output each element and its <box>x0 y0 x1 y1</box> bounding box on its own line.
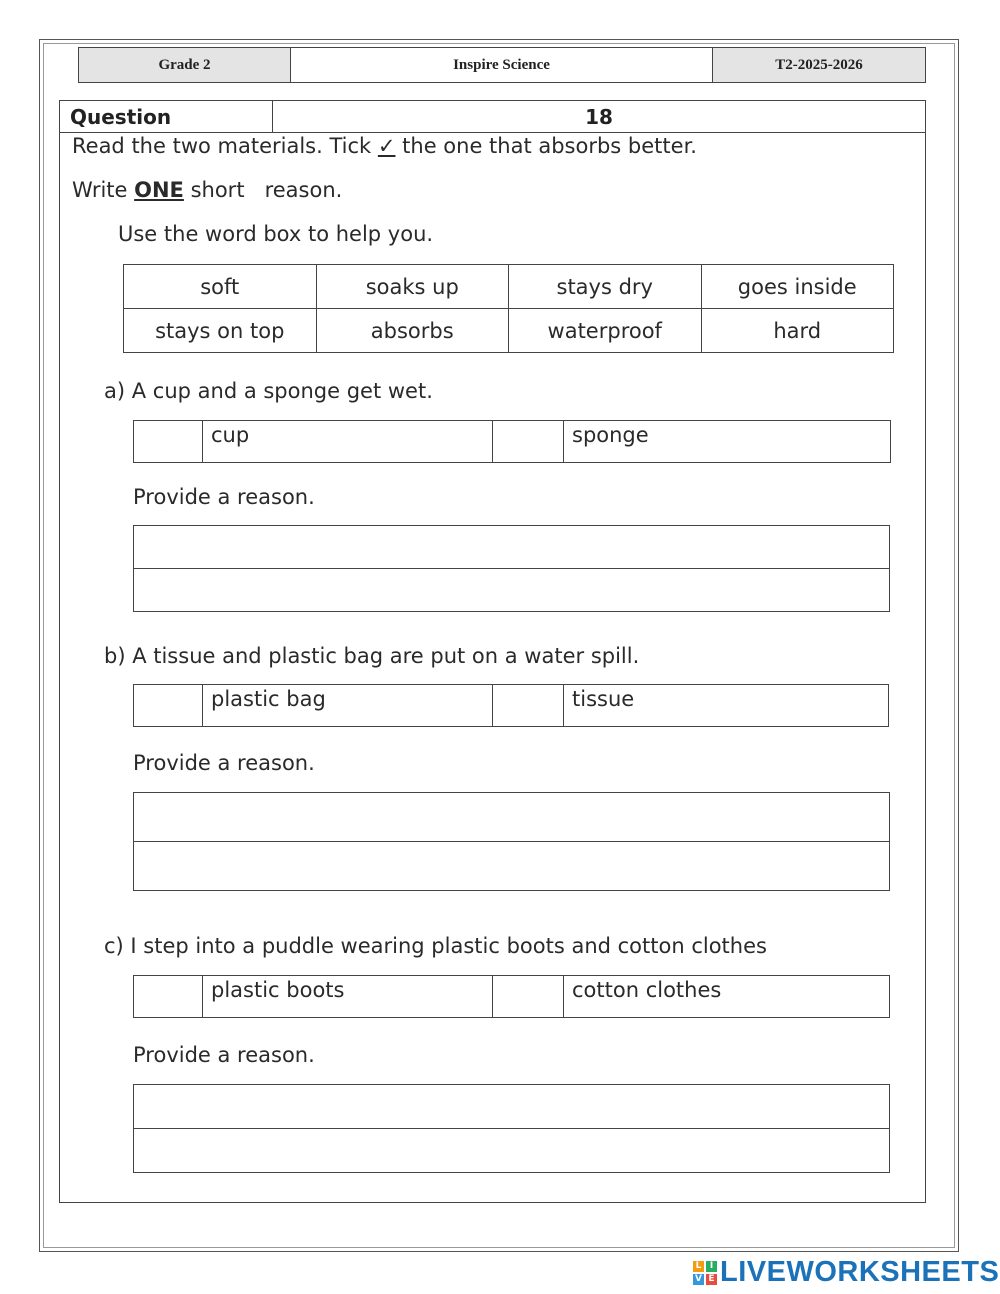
instruction-text: Write <box>72 178 135 202</box>
part-a-option-2: sponge <box>572 423 649 447</box>
part-c-tick-box-1[interactable] <box>134 976 203 1017</box>
part-b-tick-box-2[interactable] <box>493 685 564 726</box>
instruction-line-3: Use the word box to help you. <box>118 222 434 246</box>
header-term: T2-2025-2026 <box>713 48 925 82</box>
word-box <box>123 264 894 353</box>
part-a-reason-label: Provide a reason. <box>133 485 315 509</box>
part-c-reason-box <box>133 1084 890 1173</box>
question-number: 18 <box>585 104 613 129</box>
part-a-reason-box <box>133 525 890 612</box>
logo-icon-letter: I <box>706 1261 717 1272</box>
part-c-reason-line-1[interactable] <box>134 1085 889 1129</box>
word-box-cell: goes inside <box>701 265 894 309</box>
instruction-text: Read the two materials. Tick <box>72 134 378 158</box>
part-a-prompt: a) A cup and a sponge get wet. <box>104 379 433 403</box>
part-b-option-1: plastic bag <box>203 685 493 726</box>
instruction-line-1 <box>72 134 697 158</box>
word-box-cell: hard <box>701 309 894 353</box>
part-b-option-2: tissue <box>572 687 635 711</box>
part-c-reason-label: Provide a reason. <box>133 1043 315 1067</box>
word-box-cell: waterproof <box>509 309 702 353</box>
part-b-options <box>133 684 889 727</box>
part-c-tick-box-2[interactable] <box>493 976 564 1017</box>
logo-icon-letter: V <box>693 1274 704 1285</box>
part-a-tick-box-2[interactable] <box>493 421 564 462</box>
part-b-reason-line-2[interactable] <box>134 842 889 890</box>
instruction-text: short reason. <box>183 178 343 202</box>
word-box-cell: stays on top <box>124 309 317 353</box>
part-b-reason-line-1[interactable] <box>134 793 889 842</box>
instruction-text: the one that absorbs better. <box>395 134 697 158</box>
part-c-reason-line-2[interactable] <box>134 1129 889 1172</box>
part-b-prompt: b) A tissue and plastic bag are put on a water spill. <box>104 644 640 668</box>
part-b-tick-box-1[interactable] <box>134 685 203 726</box>
part-c-prompt: c) I step into a puddle wearing plastic boots and cotton clothes <box>104 934 767 958</box>
header-grade: Grade 2 <box>79 48 291 82</box>
tick-icon: ✓ <box>377 134 396 158</box>
logo-icon-letter: E <box>706 1274 717 1285</box>
part-c-option-1: plastic boots <box>203 976 493 1017</box>
question-row <box>60 101 925 133</box>
part-a-tick-box-1[interactable] <box>134 421 203 462</box>
word-box-row <box>124 265 894 309</box>
liveworksheets-wordmark: LIVEWORKSHEETS <box>720 1256 1000 1288</box>
part-a-options <box>133 420 891 463</box>
word-box-cell: soft <box>124 265 317 309</box>
instruction-line-2 <box>72 178 342 202</box>
part-a-option-1: cup <box>203 421 493 462</box>
header-subject: Inspire Science <box>291 48 713 82</box>
word-box-cell: absorbs <box>316 309 509 353</box>
logo-icon-letter: L <box>693 1261 704 1272</box>
liveworksheets-logo <box>693 1256 999 1289</box>
part-a-reason-line-2[interactable] <box>134 569 889 611</box>
question-label: Question <box>60 101 273 132</box>
part-c-option-2: cotton clothes <box>572 978 722 1002</box>
word-box-row <box>124 309 894 353</box>
part-c-options <box>133 975 890 1018</box>
part-b-reason-label: Provide a reason. <box>133 751 315 775</box>
liveworksheets-logo-icon <box>693 1261 717 1285</box>
worksheet-header <box>78 47 926 83</box>
part-b-reason-box <box>133 792 890 891</box>
part-a-reason-line-1[interactable] <box>134 526 889 569</box>
word-box-cell: stays dry <box>509 265 702 309</box>
word-box-cell: soaks up <box>316 265 509 309</box>
emphasis-one: ONE <box>134 178 184 202</box>
